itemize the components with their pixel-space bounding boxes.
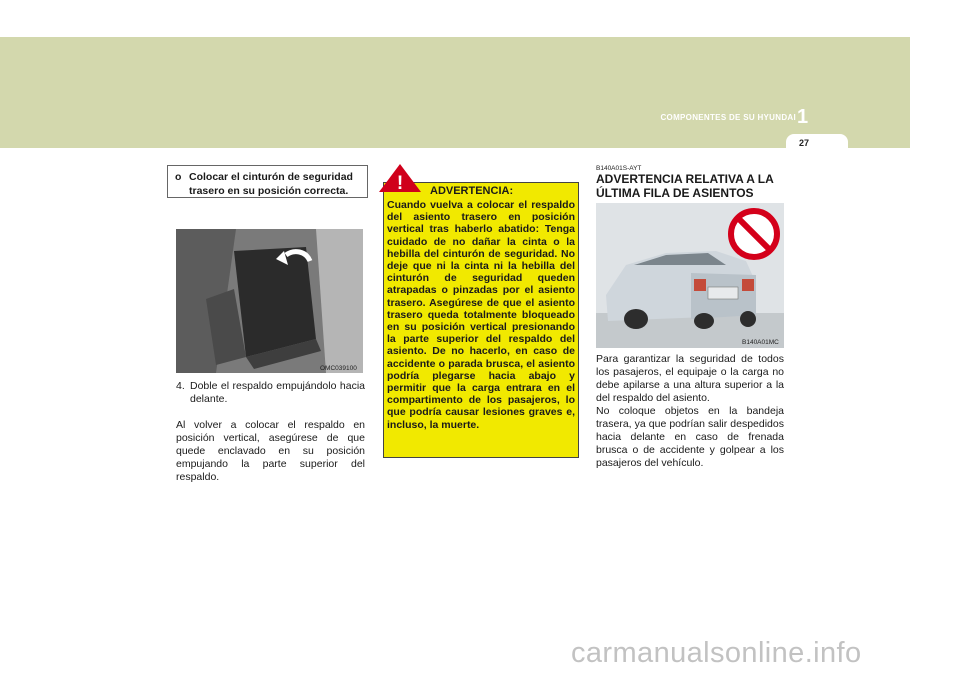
- paragraph-right-1: Para garantizar la seguridad de todos los pasajeros, el equipaje o la carga no debe apilarse a una altura superior a la del respaldo del asiento.: [596, 353, 784, 404]
- warning-title: ADVERTENCIA:: [430, 185, 514, 197]
- note-text: Colocar el cinturón de seguridad trasero en su posición correcta.: [189, 171, 353, 197]
- prohibition-icon: [727, 207, 781, 261]
- page-number: 27: [798, 138, 809, 148]
- step-number: 4.: [176, 380, 185, 392]
- warning-text: Cuando vuelva a colocar el respaldo del asiento trasero en posición vertical tras haberlo abatido: Tenga cuidado de no dañar la cinta o la hebilla del cinturón de seguridad. No deje que ni la cinta ni la hebilla del cinturón de seguridad queden atrapadas o pinzadas por el asiento trasero. Asegúrese de que el asiento trasero queda totalmente bloqueado en su posición vertical presionando la parte superior del respaldo del asiento. De no hacerlo, en caso de accidente o parada brusca, el asiento podría plegarse hacia abajo y permitir que la carga entrara en el compartimento de los pasajeros, lo que podría causar lesiones graves e, incluso, la muerte.: [387, 199, 575, 431]
- folded-seat-photo: [176, 229, 363, 373]
- step-4: [176, 380, 365, 406]
- section-code: B140A01S-AYT: [596, 165, 642, 172]
- watermark: carmanualsonline.info: [571, 637, 862, 669]
- header-band: [0, 37, 910, 148]
- section-title: COMPONENTES DE SU HYUNDAI: [660, 113, 796, 122]
- section-number: 1: [797, 106, 809, 128]
- car-photo: [596, 203, 784, 348]
- folded-seat-illustration: [176, 229, 363, 373]
- photo-code-left: OMC039100: [320, 365, 357, 372]
- warning-symbol: !: [396, 173, 404, 193]
- step-text: Doble el respaldo empujándolo hacia delante.: [190, 380, 365, 405]
- paragraph-left: Al volver a colocar el respaldo en posición vertical, asegúrese de que quede enclavado en su posición empujando la parte superior del respaldo.: [176, 419, 365, 483]
- photo-code-right: B140A01MC: [742, 339, 779, 346]
- paragraph-right-2: No coloque objetos en la bandeja trasera, ya que podrían salir despedidos hacia delante en caso de frenada brusca o de accidente y golpear a los pasajeros del vehículo.: [596, 405, 784, 469]
- note-box: [167, 165, 368, 198]
- warning-triangle-icon: [377, 163, 423, 193]
- note-bullet: o: [175, 171, 182, 183]
- section-heading: ADVERTENCIA RELATIVA A LA ÚLTIMA FILA DE ASIENTOS: [596, 172, 774, 200]
- paragraph-right: [596, 353, 784, 470]
